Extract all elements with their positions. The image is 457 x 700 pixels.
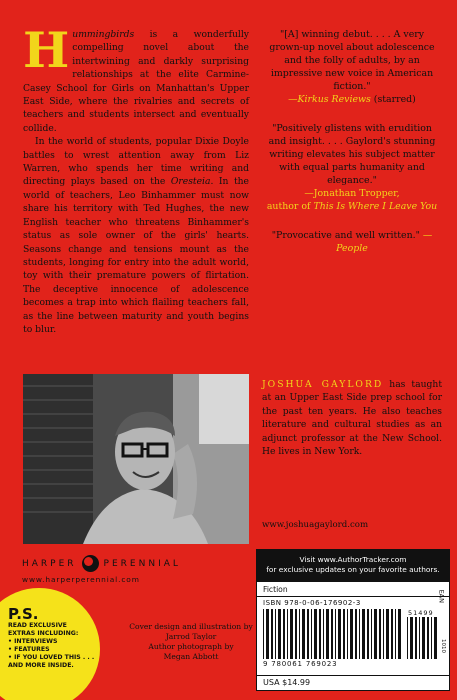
synopsis [23,21,249,336]
quote-text: "Positively glistens with erudition and insight. . . . Gaylord's stunning writing elevates his subject matter with equal parts humanity and elegance." [268,123,436,186]
author-bio-text: has taught at an Upper East Side prep school for the past ten years. He also teaches literature and cultural studies as an adjunct professor at the New School. He lives in New York. [262,379,443,458]
ps-line: EXTRAS INCLUDING: [8,630,79,637]
review-quotes [262,28,442,271]
price-label: USA $14.99 [257,675,449,690]
isbn-text: ISBN 978-0-06-176902-3 [263,599,361,607]
ps-line: AND MORE INSIDE. [8,662,74,669]
author-name: JOSHUA GAYLORD [262,379,384,390]
ean-digits: 9 780061 769023 [263,660,338,668]
price-code: 51499 [408,609,434,617]
quote-kirkus [262,28,442,106]
barcode-icon [263,609,401,659]
quote-source-note: (starred) [370,94,416,105]
quote-people [262,229,442,255]
credit-line: Jarrod Taylor [165,632,217,641]
synopsis-text-2b: . In the world of teachers, Leo Binhammer must now share his territory with Ted Hughes, the new English teacher who threatens Binhammer's status as sole owner of the girls' hearts. Seasons change and tensions mount as the students, longing for entry into the adult world, toy with their premature powers of flirtation. The deceptive innocence of adolescence becomes a trap into which flailing teachers fall, as the line between maturity and youth begins to blur. [23,176,249,335]
credit-line: Megan Abbott [163,652,219,661]
play-title-inline: Oresteia [170,176,211,188]
quote-source-name: —Jonathan Tropper, [304,188,400,199]
credit-line: Author photograph by [148,642,234,651]
ps-line: • INTERVIEWS [8,638,58,645]
synopsis-text-2a: In the world of students, popular Dixie Doyle battles to wrest attention away from Liz Warren, who spends her time writing and directing plays based on the [23,136,249,188]
synopsis-text-1: is a wonderfully compelling novel about the intertwining and darkly surprising relationships at the elite Carmine-Casey School for Girls on Manhattan's Upper East Side, where the rivalries and secrets of teachers and students intersect and eventually collide. [23,29,249,134]
synopsis-paragraph-1 [23,21,249,135]
author-photo-image [23,374,249,544]
publisher-url: www.harperperennial.com [22,575,140,584]
ps-badge [0,588,100,700]
quote-source-book: This Is Where I Leave You [313,201,438,212]
ps-line: READ EXCLUSIVE [8,622,67,629]
ps-line: • IF YOU LOVED THIS . . . [8,654,95,661]
authortracker-banner: Visit www.AuthorTracker.com for exclusive updates on your favorite authors. [257,550,449,582]
publisher-circle-icon [82,555,99,572]
synopsis-paragraph-2 [23,135,249,336]
quote-source-name: —People [336,230,433,254]
cover-credits [126,622,256,662]
quote-tropper [262,122,442,213]
quote-source: —Kirkus Reviews (starred) [288,94,416,105]
publisher-name-left: HARPER [22,558,77,569]
drop-cap: H [23,21,70,79]
publisher-name-right: PERENNIAL [103,558,181,569]
author-bio [262,378,442,458]
quote-source-name: Kirkus Reviews [297,94,371,105]
author-website: www.joshuagaylord.com [262,520,369,530]
barcode-box [256,549,450,691]
credit-line: Cover design and illustration by [129,622,253,631]
book-title-inline: ummingbirds [72,29,135,40]
print-code: 1010 [440,639,446,653]
quote-text: "[A] winning debut. . . . A very grown-up novel about adolescence and the folly of adults, by an impressive new voice in American fiction." [269,29,435,92]
ps-title: P.S. [8,605,39,623]
quote-source-book-line: author of This Is Where I Leave You [266,201,438,212]
category-label: Fiction [257,582,449,597]
ean-label: EAN [437,589,445,603]
quote-text: "Provocative and well written." [271,230,423,241]
ps-line: • FEATURES [8,646,50,653]
price-barcode-icon [407,617,437,659]
publisher-logo [22,555,242,584]
author-photo [23,374,249,544]
